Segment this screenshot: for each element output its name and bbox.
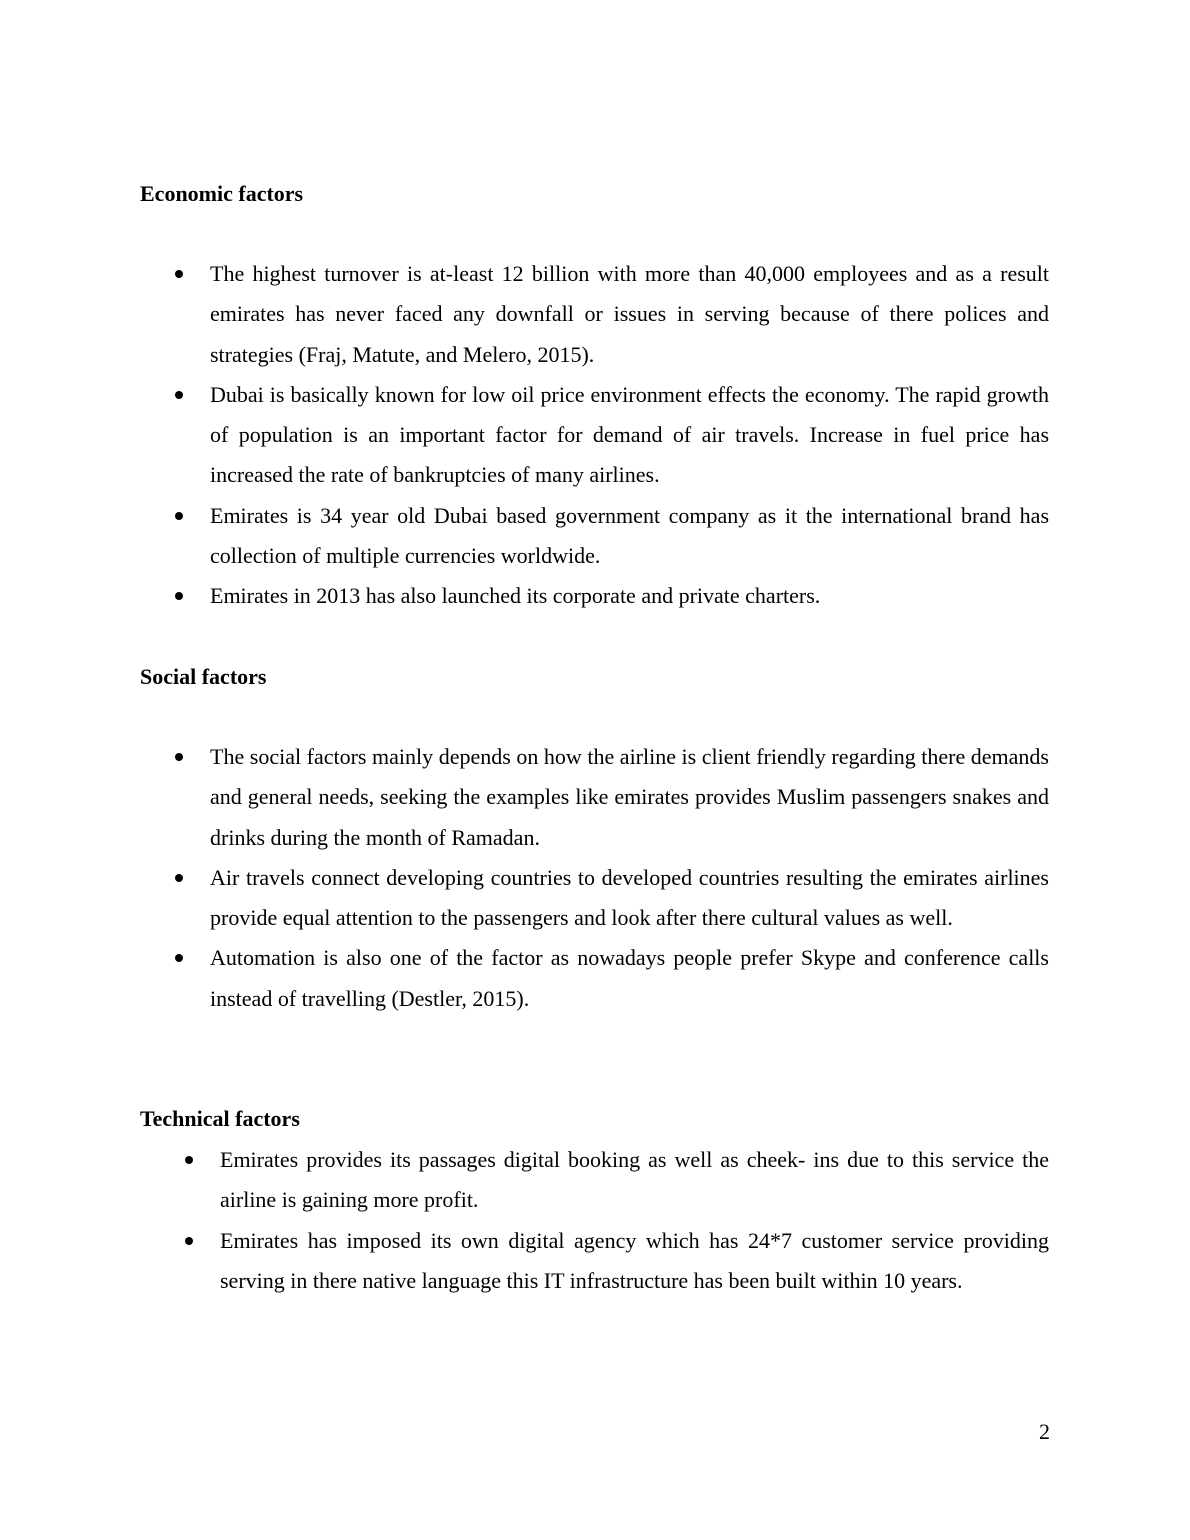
list-item (220, 1140, 1049, 1221)
bullet-icon (185, 1156, 193, 1164)
bullet-icon (175, 954, 183, 962)
list-item (210, 858, 1049, 939)
bullet-icon (175, 874, 183, 882)
bullet-icon (175, 753, 183, 761)
list-item-text: Air travels connect developing countries to developed countries resulting the emirates airlines provide equal attention to the passengers and look after there cultural values as well. (210, 864, 1049, 931)
list-item (220, 1221, 1049, 1302)
bullet-icon (185, 1237, 193, 1245)
list-item (210, 938, 1049, 1019)
list-item (210, 375, 1049, 496)
bullet-icon (175, 592, 183, 600)
social-factors-list (0, 737, 1049, 1019)
page-number: 2 (1039, 1419, 1050, 1444)
technical-factors-list (0, 1140, 1049, 1301)
bullet-icon (175, 391, 183, 399)
list-item (210, 737, 1049, 858)
heading-social-factors: Social factors (140, 664, 267, 689)
list-item-text: The social factors mainly depends on how the airline is client friendly regarding there demands and general needs, seeking the examples like emirates provides Muslim passengers snakes and drinks during the month of Ramadan. (210, 744, 1049, 850)
list-item-text: The highest turnover is at-least 12 billion with more than 40,000 employees and as a result emirates has never faced any downfall or issues in serving because of there polices and strategies (Fraj, Matute, and Melero, 2015). (210, 261, 1049, 367)
list-item-text: Emirates provides its passages digital booking as well as cheek- ins due to this service the airline is gaining more profit. (220, 1147, 1049, 1213)
list-item-text: Emirates in 2013 has also launched its corporate and private charters. (210, 583, 821, 609)
heading-technical-factors: Technical factors (140, 1106, 300, 1131)
list-item-text: Emirates is 34 year old Dubai based government company as it the international brand has collection of multiple currencies worldwide. (210, 502, 1049, 569)
heading-economic-factors: Economic factors (140, 181, 304, 206)
bullet-icon (175, 270, 183, 278)
list-item (210, 496, 1049, 577)
economic-factors-list (0, 254, 1049, 617)
list-item-text: Dubai is basically known for low oil price environment effects the economy. The rapid growth of population is an important factor for demand of air travels. Increase in fuel price has increased the rate of bankruptcies of many airlines. (210, 381, 1049, 488)
list-item-text: Emirates has imposed its own digital agency which has 24*7 customer service providing serving in there native language this IT infrastructure has been built within 10 years. (220, 1227, 1049, 1293)
list-item-text: Automation is also one of the factor as nowadays people prefer Skype and conference calls instead of travelling (Destler, 2015). (210, 945, 1049, 1011)
list-item (210, 576, 1049, 616)
bullet-icon (175, 512, 183, 520)
list-item (210, 254, 1049, 375)
